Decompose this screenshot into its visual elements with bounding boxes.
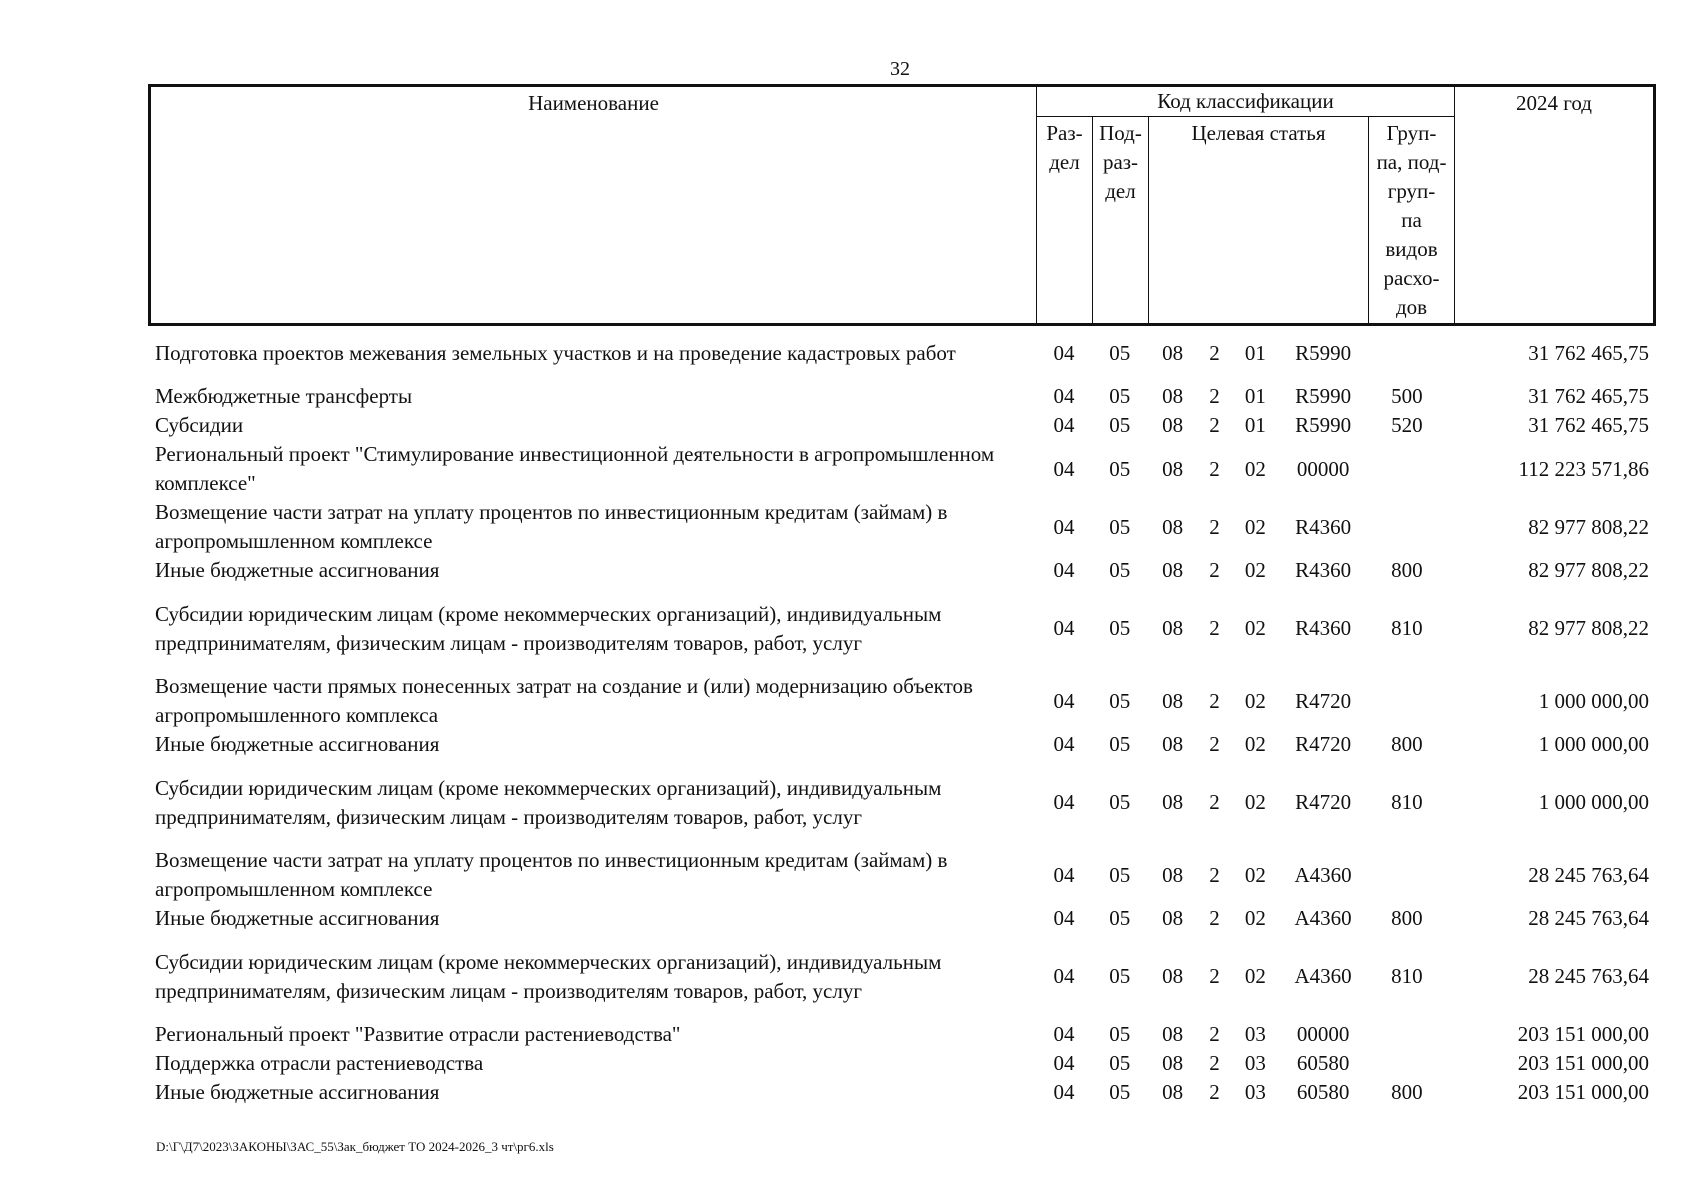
row-amount: 82 977 808,22 — [1528, 616, 1650, 640]
row-main-event: 03 — [1244, 1080, 1266, 1104]
row-razdel: 04 — [1053, 688, 1075, 713]
row-direction: A4360 — [1294, 906, 1352, 930]
table-row — [148, 846, 1653, 904]
header-target-label: Целевая статья — [1191, 121, 1326, 146]
row-razdel: 04 — [1053, 1022, 1075, 1046]
table-row — [148, 440, 1653, 498]
row-main-event: 02 — [1244, 862, 1266, 887]
header-podrazdel-label: Под- раз- дел — [1099, 121, 1142, 204]
row-main-event: 02 — [1244, 616, 1266, 640]
table-body — [148, 324, 1653, 1107]
table-row — [148, 933, 1653, 1020]
row-subprogram: 2 — [1209, 1051, 1220, 1075]
row-amount: 82 977 808,22 — [1528, 514, 1650, 539]
row-program: 08 — [1162, 558, 1184, 582]
row-program: 08 — [1162, 340, 1184, 365]
row-name: Иные бюджетные ассигнования — [155, 732, 440, 756]
row-razdel: 04 — [1053, 514, 1075, 539]
row-amount: 31 762 465,75 — [1528, 384, 1650, 408]
row-razdel: 04 — [1053, 1080, 1075, 1104]
row-name: Региональный проект "Развитие отрасли растениеводства" — [155, 1022, 681, 1046]
row-amount: 203 151 000,00 — [1517, 1022, 1650, 1046]
row-podrazdel: 05 — [1109, 732, 1131, 756]
row-name: Иные бюджетные ассигнования — [155, 1080, 440, 1104]
row-razdel: 04 — [1053, 456, 1075, 481]
row-subprogram: 2 — [1209, 732, 1220, 756]
row-razdel: 04 — [1053, 384, 1075, 408]
table-row — [148, 730, 1653, 759]
header-razdel — [1037, 117, 1093, 325]
row-program: 08 — [1162, 1080, 1184, 1104]
row-podrazdel: 05 — [1109, 906, 1131, 930]
row-expense-type: 800 — [1391, 906, 1423, 930]
row-razdel: 04 — [1053, 906, 1075, 930]
row-podrazdel: 05 — [1109, 964, 1131, 988]
row-direction: 60580 — [1296, 1051, 1350, 1075]
row-main-event: 03 — [1244, 1051, 1266, 1075]
table-row — [148, 1020, 1653, 1049]
row-amount: 1 000 000,00 — [1538, 790, 1650, 814]
row-program: 08 — [1162, 732, 1184, 756]
row-razdel: 04 — [1053, 790, 1075, 814]
row-subprogram: 2 — [1209, 1080, 1220, 1104]
row-podrazdel: 05 — [1109, 413, 1131, 437]
row-program: 08 — [1162, 964, 1184, 988]
row-direction: 00000 — [1296, 456, 1350, 481]
row-expense-type: 810 — [1391, 616, 1423, 640]
row-main-event: 02 — [1244, 688, 1266, 713]
table-row — [148, 411, 1653, 440]
row-amount: 28 245 763,64 — [1528, 862, 1650, 887]
table-row — [148, 672, 1653, 730]
row-amount: 1 000 000,00 — [1538, 688, 1650, 713]
header-name-label: Наименование — [528, 91, 659, 115]
row-subprogram: 2 — [1209, 1022, 1220, 1046]
row-direction: R4720 — [1295, 688, 1352, 713]
header-year-label: 2024 год — [1516, 91, 1592, 115]
row-main-event: 01 — [1244, 340, 1266, 365]
row-expense-type: 800 — [1391, 558, 1423, 582]
row-direction: 60580 — [1296, 1080, 1350, 1104]
row-direction: A4360 — [1294, 862, 1352, 887]
table-row — [148, 904, 1653, 933]
row-expense-type: 810 — [1391, 964, 1423, 988]
row-subprogram: 2 — [1209, 790, 1220, 814]
table-row — [148, 556, 1653, 585]
row-razdel: 04 — [1053, 862, 1075, 887]
row-main-event: 02 — [1244, 964, 1266, 988]
row-program: 08 — [1162, 384, 1184, 408]
row-program: 08 — [1162, 456, 1184, 481]
row-name: Региональный проект "Стимулирование инвестиционной деятельности в агропромышленном комплексе" — [155, 442, 995, 495]
row-name: Возмещение части затрат на уплату процентов по инвестиционным кредитам (займам) в агропромышленном комплексе — [155, 500, 948, 553]
row-podrazdel: 05 — [1109, 456, 1131, 481]
row-podrazdel: 05 — [1109, 790, 1131, 814]
row-program: 08 — [1162, 616, 1184, 640]
row-program: 08 — [1162, 906, 1184, 930]
row-subprogram: 2 — [1209, 616, 1220, 640]
row-amount: 203 151 000,00 — [1517, 1051, 1650, 1075]
row-direction: A4360 — [1294, 964, 1352, 988]
row-amount: 28 245 763,64 — [1528, 964, 1650, 988]
header-vid-label: Груп- па, под- груп- па видов расхо- дов — [1376, 121, 1447, 320]
row-razdel: 04 — [1053, 558, 1075, 582]
row-podrazdel: 05 — [1109, 688, 1131, 713]
row-main-event: 03 — [1244, 1022, 1266, 1046]
header-vid — [1369, 117, 1455, 325]
row-program: 08 — [1162, 1022, 1184, 1046]
row-name: Иные бюджетные ассигнования — [155, 558, 440, 582]
row-subprogram: 2 — [1209, 862, 1220, 887]
row-name: Субсидии юридическим лицам (кроме некоммерческих организаций), индивидуальным предпринимателям, физическим лицам - производителям товаров, работ, услуг — [155, 601, 942, 655]
row-razdel: 04 — [1053, 1051, 1075, 1075]
row-program: 08 — [1162, 790, 1184, 814]
row-direction: R4360 — [1295, 558, 1352, 582]
row-amount: 112 223 571,86 — [1518, 456, 1650, 481]
row-podrazdel: 05 — [1109, 1051, 1131, 1075]
row-expense-type: 520 — [1391, 413, 1423, 437]
table-row — [148, 382, 1653, 411]
row-main-event: 02 — [1244, 514, 1266, 539]
row-main-event: 02 — [1244, 558, 1266, 582]
row-amount: 203 151 000,00 — [1517, 1080, 1650, 1104]
row-direction: 00000 — [1296, 1022, 1350, 1046]
row-expense-type: 810 — [1391, 790, 1423, 814]
row-main-event: 02 — [1244, 906, 1266, 930]
table-header — [148, 84, 1656, 326]
row-podrazdel: 05 — [1109, 1080, 1131, 1104]
row-podrazdel: 05 — [1109, 616, 1131, 640]
row-podrazdel: 05 — [1109, 1022, 1131, 1046]
row-razdel: 04 — [1053, 340, 1075, 365]
row-razdel: 04 — [1053, 413, 1075, 437]
row-amount: 82 977 808,22 — [1528, 558, 1650, 582]
row-direction: R5990 — [1295, 340, 1352, 365]
row-direction: R5990 — [1295, 384, 1352, 408]
row-program: 08 — [1162, 514, 1184, 539]
table-row — [148, 1078, 1653, 1107]
row-amount: 31 762 465,75 — [1528, 413, 1650, 437]
row-program: 08 — [1162, 688, 1184, 713]
row-podrazdel: 05 — [1109, 384, 1131, 408]
row-name: Субсидии — [155, 413, 244, 437]
row-subprogram: 2 — [1209, 558, 1220, 582]
table-row — [148, 498, 1653, 556]
row-main-event: 02 — [1244, 732, 1266, 756]
row-direction: R4720 — [1295, 790, 1352, 814]
header-target — [1149, 117, 1369, 325]
page-number: 32 — [890, 58, 910, 80]
row-expense-type: 500 — [1391, 384, 1423, 408]
row-main-event: 02 — [1244, 456, 1266, 481]
header-podrazdel — [1093, 117, 1149, 325]
row-subprogram: 2 — [1209, 456, 1220, 481]
row-amount: 1 000 000,00 — [1538, 732, 1650, 756]
row-subprogram: 2 — [1209, 514, 1220, 539]
row-subprogram: 2 — [1209, 964, 1220, 988]
header-year — [1455, 86, 1655, 325]
row-direction: R4360 — [1295, 616, 1352, 640]
table-row — [148, 1049, 1653, 1078]
row-program: 08 — [1162, 862, 1184, 887]
table-row — [148, 759, 1653, 846]
row-direction: R5990 — [1295, 413, 1352, 437]
row-podrazdel: 05 — [1109, 862, 1131, 887]
row-name: Субсидии юридическим лицам (кроме некоммерческих организаций), индивидуальным предпринимателям, физическим лицам - производителям товаров, работ, услуг — [155, 775, 942, 829]
row-direction: R4360 — [1295, 514, 1352, 539]
row-name: Подготовка проектов межевания земельных участков и на проведение кадастровых работ — [155, 340, 956, 365]
footer-file-path: D:\Г\Д7\2023\ЗАКОНЫ\ЗАС_55\Зак_бюджет ТО 2024-2026_3 чт\рг6.xls — [156, 1139, 554, 1154]
table-row — [148, 585, 1653, 672]
row-main-event: 01 — [1244, 384, 1266, 408]
row-subprogram: 2 — [1209, 906, 1220, 930]
row-subprogram: 2 — [1209, 688, 1220, 713]
row-podrazdel: 05 — [1109, 558, 1131, 582]
row-razdel: 04 — [1053, 964, 1075, 988]
row-name: Иные бюджетные ассигнования — [155, 906, 440, 930]
row-expense-type: 800 — [1391, 732, 1423, 756]
row-amount: 31 762 465,75 — [1528, 340, 1650, 365]
row-subprogram: 2 — [1209, 340, 1220, 365]
row-subprogram: 2 — [1209, 384, 1220, 408]
row-expense-type: 800 — [1391, 1080, 1423, 1104]
row-amount: 28 245 763,64 — [1528, 906, 1650, 930]
header-code-group: Код классификации — [1037, 86, 1455, 117]
row-main-event: 02 — [1244, 790, 1266, 814]
row-podrazdel: 05 — [1109, 514, 1131, 539]
row-name: Возмещение части прямых понесенных затрат на создание и (или) модернизацию объектов агропромышленного комплекса — [155, 674, 973, 727]
row-name: Субсидии юридическим лицам (кроме некоммерческих организаций), индивидуальным предпринимателям, физическим лицам - производителям товаров, работ, услуг — [155, 949, 942, 1003]
row-program: 08 — [1162, 1051, 1184, 1075]
header-name — [150, 86, 1037, 325]
row-subprogram: 2 — [1209, 413, 1220, 437]
row-podrazdel: 05 — [1109, 340, 1131, 365]
row-name: Возмещение части затрат на уплату процентов по инвестиционным кредитам (займам) в агропромышленном комплексе — [155, 848, 948, 901]
row-name: Межбюджетные трансферты — [155, 384, 413, 408]
row-direction: R4720 — [1295, 732, 1352, 756]
row-main-event: 01 — [1244, 413, 1266, 437]
table-row — [148, 324, 1653, 382]
row-razdel: 04 — [1053, 616, 1075, 640]
row-razdel: 04 — [1053, 732, 1075, 756]
row-program: 08 — [1162, 413, 1184, 437]
header-razdel-label: Раз- дел — [1046, 121, 1083, 175]
row-name: Поддержка отрасли растениеводства — [155, 1051, 484, 1075]
